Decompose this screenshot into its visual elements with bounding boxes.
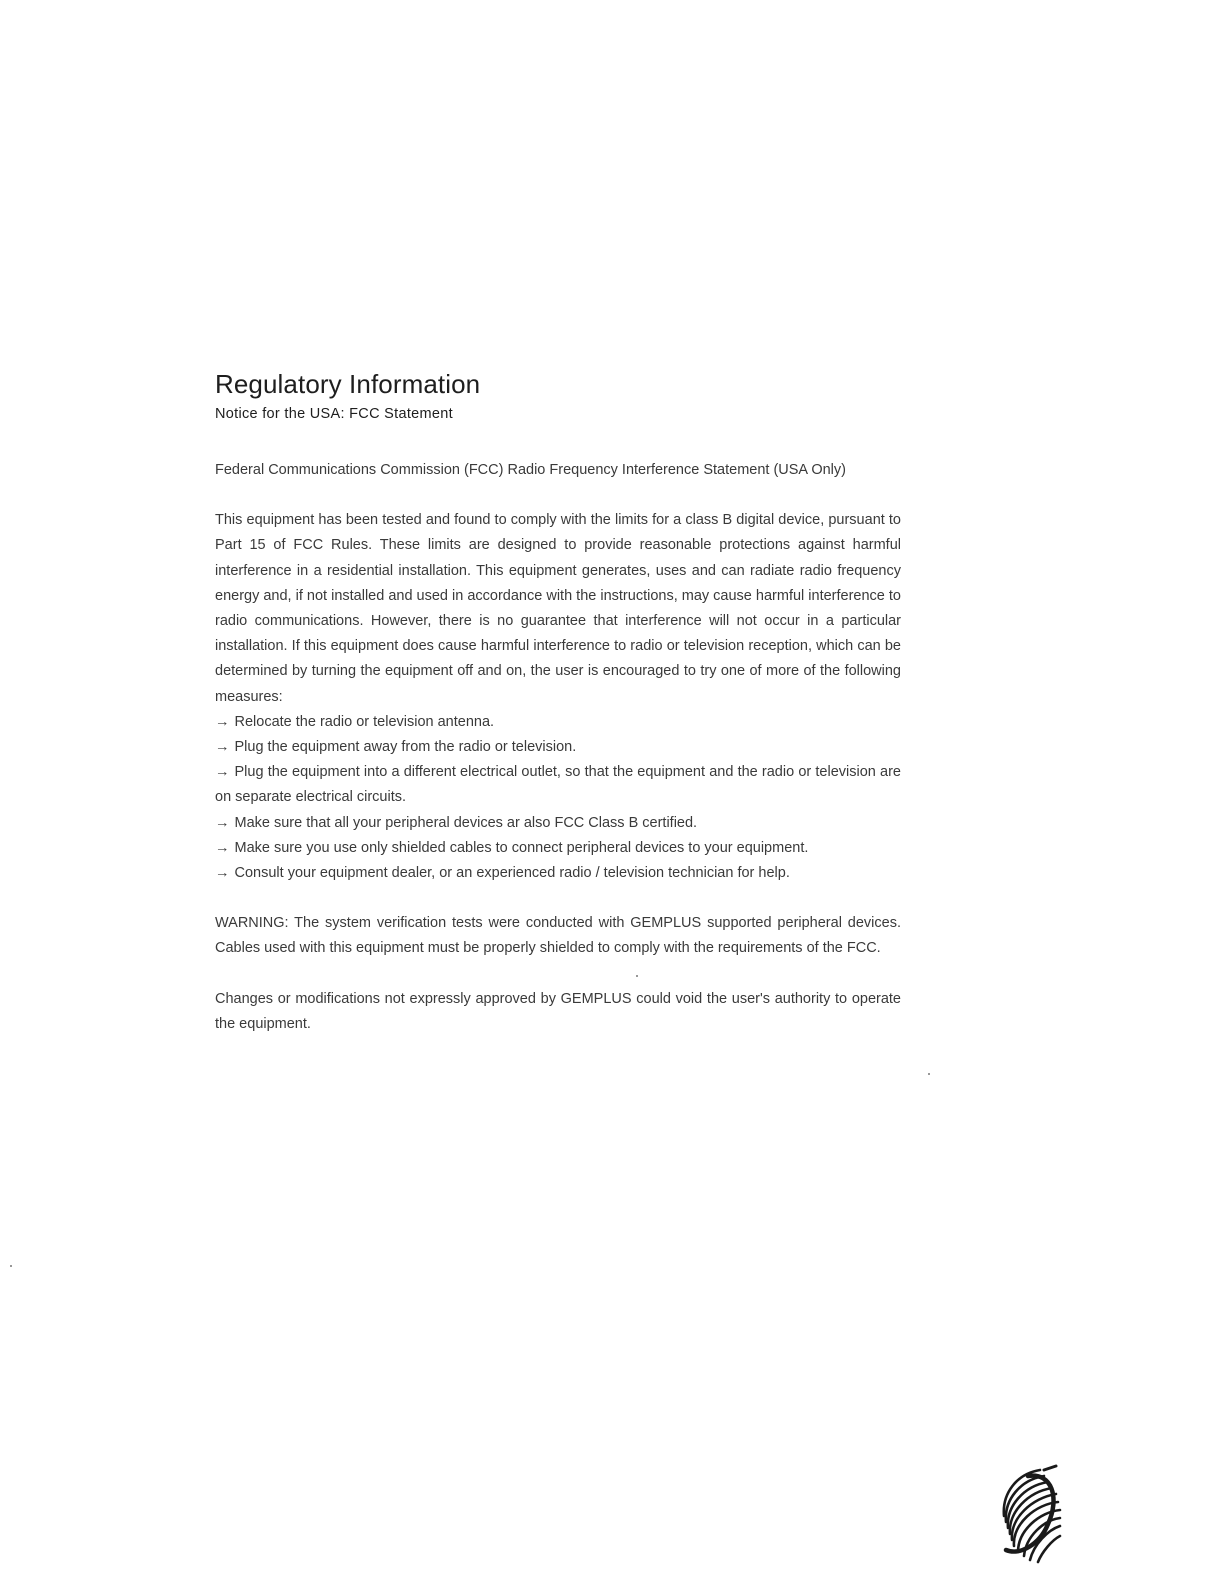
measure-text: Consult your equipment dealer, or an experienced radio / television technician for help.	[234, 865, 790, 882]
measures-list	[215, 710, 901, 886]
gemplus-logo-icon	[994, 1464, 1064, 1564]
changes-paragraph: Changes or modifications not expressly approved by GEMPLUS could void the user's authority to operate the equipment.	[215, 990, 901, 1032]
measure-text: Relocate the radio or television antenna.	[234, 713, 495, 730]
list-item	[215, 836, 901, 861]
scan-speck	[928, 1073, 930, 1075]
document-content	[215, 366, 901, 1037]
arrow-right-icon: →	[215, 814, 230, 831]
measure-text: Plug the equipment into a different electrical outlet, so that the equipment and the radio or television are on separate electrical circuits.	[215, 764, 901, 806]
scan-speck	[10, 1265, 12, 1267]
list-item	[215, 710, 901, 735]
arrow-right-icon: →	[215, 739, 230, 756]
fcc-heading-paragraph: Federal Communications Commission (FCC) Radio Frequency Interference Statement (USA Only)	[215, 462, 846, 478]
page-subtitle: Notice for the USA: FCC Statement	[215, 406, 453, 422]
measure-text: Plug the equipment away from the radio or television.	[234, 739, 577, 756]
list-item	[215, 760, 901, 810]
list-item	[215, 811, 901, 836]
compliance-paragraph: This equipment has been tested and found to comply with the limits for a class B digital device, pursuant to Part 15 of FCC Rules. These limits are designed to provide reasonable protections against harmful interference in a residential installation. This equipment generates, uses and can radiate radio frequency energy and, if not installed and used in accordance with the instructions, may cause harmful interference to radio communications. However, there is no guarantee that interference will not occur in a particular installation. If this equipment does cause harmful interference to radio or television reception, which can be determined by turning the equipment off and on, the user is encouraged to try one of more of the following measures:	[215, 512, 901, 705]
list-item	[215, 735, 901, 760]
scan-speck	[636, 975, 638, 977]
list-item	[215, 861, 901, 886]
arrow-right-icon: →	[215, 764, 230, 781]
measure-text: Make sure that all your peripheral devices ar also FCC Class B certified.	[234, 814, 698, 831]
warning-paragraph: WARNING: The system verification tests were conducted with GEMPLUS supported peripheral devices. Cables used with this equipment must be properly shielded to comply with the requirements of the FCC.	[215, 915, 901, 957]
arrow-right-icon: →	[215, 713, 230, 730]
arrow-right-icon: →	[215, 865, 230, 882]
arrow-right-icon: →	[215, 839, 230, 856]
page-title: Regulatory Information	[215, 369, 481, 399]
measure-text: Make sure you use only shielded cables to connect peripheral devices to your equipment.	[234, 839, 809, 856]
